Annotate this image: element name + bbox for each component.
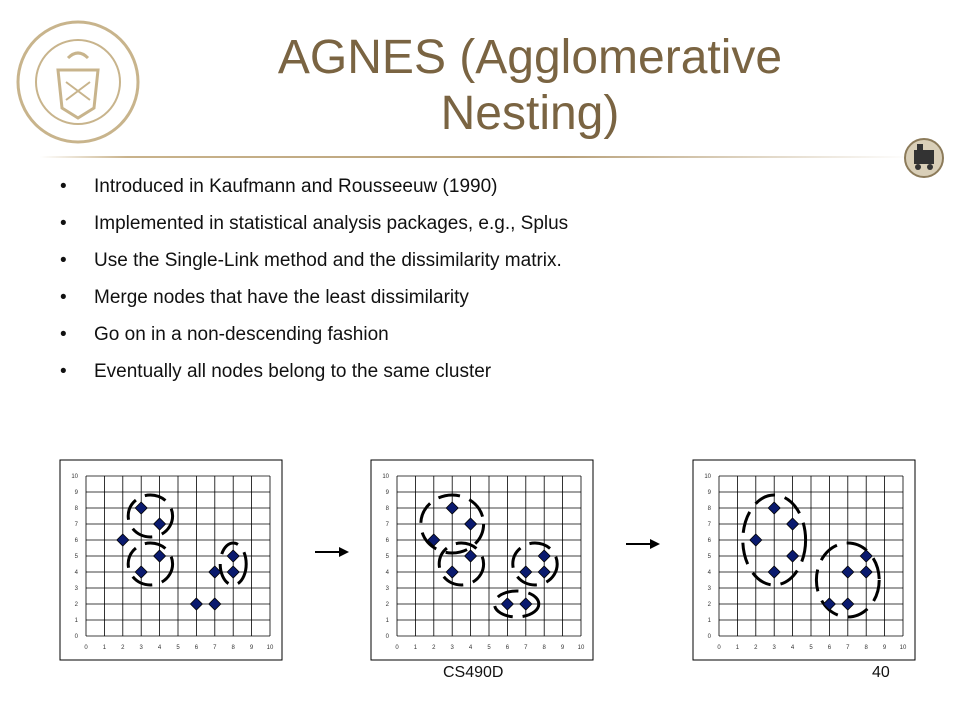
- x-tick-label: 0: [395, 645, 399, 651]
- x-tick-label: 10: [266, 645, 274, 651]
- y-tick-label: 7: [385, 522, 389, 528]
- y-tick-label: 4: [74, 570, 78, 576]
- y-tick-label: 2: [74, 602, 78, 608]
- x-tick-label: 4: [468, 645, 473, 651]
- y-tick-label: 5: [385, 554, 389, 560]
- x-tick-label: 7: [213, 645, 217, 651]
- x-tick-label: 7: [846, 645, 850, 651]
- scatter-panel: [371, 460, 593, 660]
- x-tick-label: 1: [735, 645, 740, 651]
- y-tick-label: 0: [707, 634, 711, 640]
- scatter-panel: [693, 460, 915, 660]
- title-line-1: AGNES (Agglomerative: [277, 31, 783, 84]
- y-tick-label: 8: [707, 506, 711, 512]
- y-tick-label: 5: [707, 554, 711, 560]
- x-tick-label: 3: [139, 645, 143, 651]
- x-tick-label: 2: [754, 645, 758, 651]
- x-tick-label: 2: [121, 645, 125, 651]
- y-tick-label: 6: [707, 538, 711, 544]
- y-tick-label: 6: [385, 538, 389, 544]
- bullet-item: • Go on in a non-descending fashion: [60, 316, 568, 353]
- y-tick-label: 0: [74, 634, 78, 640]
- x-tick-label: 2: [432, 645, 436, 651]
- y-tick-label: 1: [74, 618, 78, 624]
- bullet-item: • Eventually all nodes belong to the same cluster: [60, 353, 568, 390]
- y-tick-label: 4: [707, 570, 711, 576]
- y-tick-label: 8: [385, 506, 389, 512]
- y-tick-label: 10: [382, 474, 389, 480]
- y-tick-label: 1: [385, 618, 389, 624]
- y-tick-label: 5: [74, 554, 78, 560]
- bullet-item: • Introduced in Kaufmann and Rousseeuw (1990): [60, 168, 568, 205]
- bullet-item: • Implemented in statistical analysis packages, e.g., Splus: [60, 205, 568, 242]
- x-tick-label: 10: [899, 645, 907, 651]
- y-tick-label: 3: [707, 586, 711, 592]
- x-tick-label: 3: [772, 645, 776, 651]
- x-tick-label: 8: [542, 645, 546, 651]
- plot-frame: [693, 460, 915, 660]
- x-tick-label: 7: [524, 645, 528, 651]
- course-code: CS490D: [443, 664, 504, 681]
- y-tick-label: 6: [74, 538, 78, 544]
- y-tick-label: 9: [385, 490, 389, 496]
- y-tick-label: 0: [385, 634, 389, 640]
- x-tick-label: 3: [450, 645, 454, 651]
- page-number: 40: [872, 664, 890, 681]
- y-tick-label: 3: [385, 586, 389, 592]
- x-tick-label: 8: [864, 645, 868, 651]
- bullet-item: • Use the Single-Link method and the dissimilarity matrix.: [60, 242, 568, 279]
- x-tick-label: 1: [102, 645, 107, 651]
- y-tick-label: 3: [74, 586, 78, 592]
- title-line-2: Nesting): [440, 87, 620, 140]
- x-tick-label: 9: [560, 645, 565, 651]
- x-tick-label: 9: [249, 645, 254, 651]
- y-tick-label: 8: [74, 506, 78, 512]
- y-tick-label: 10: [71, 474, 78, 480]
- x-tick-label: 6: [827, 645, 832, 651]
- y-tick-label: 7: [74, 522, 78, 528]
- scatter-panel: [60, 460, 282, 660]
- y-tick-label: 7: [707, 522, 711, 528]
- x-tick-label: 5: [487, 645, 491, 651]
- x-tick-label: 4: [157, 645, 162, 651]
- x-tick-label: 8: [231, 645, 235, 651]
- right-arrow-icon: [626, 539, 660, 549]
- x-tick-label: 5: [176, 645, 180, 651]
- y-tick-label: 10: [704, 474, 711, 480]
- right-arrow-icon: [315, 547, 349, 557]
- x-tick-label: 5: [809, 645, 813, 651]
- x-tick-label: 1: [413, 645, 418, 651]
- y-tick-label: 4: [385, 570, 389, 576]
- x-tick-label: 10: [577, 645, 585, 651]
- bullet-item: • Merge nodes that have the least dissimilarity: [60, 279, 568, 316]
- x-tick-label: 4: [790, 645, 795, 651]
- y-tick-label: 2: [385, 602, 389, 608]
- y-tick-label: 2: [707, 602, 711, 608]
- x-tick-label: 0: [84, 645, 88, 651]
- y-tick-label: 1: [707, 618, 711, 624]
- x-tick-label: 0: [717, 645, 721, 651]
- y-tick-label: 9: [74, 490, 78, 496]
- y-tick-label: 9: [707, 490, 711, 496]
- x-tick-label: 9: [882, 645, 887, 651]
- x-tick-label: 6: [194, 645, 199, 651]
- x-tick-label: 6: [505, 645, 510, 651]
